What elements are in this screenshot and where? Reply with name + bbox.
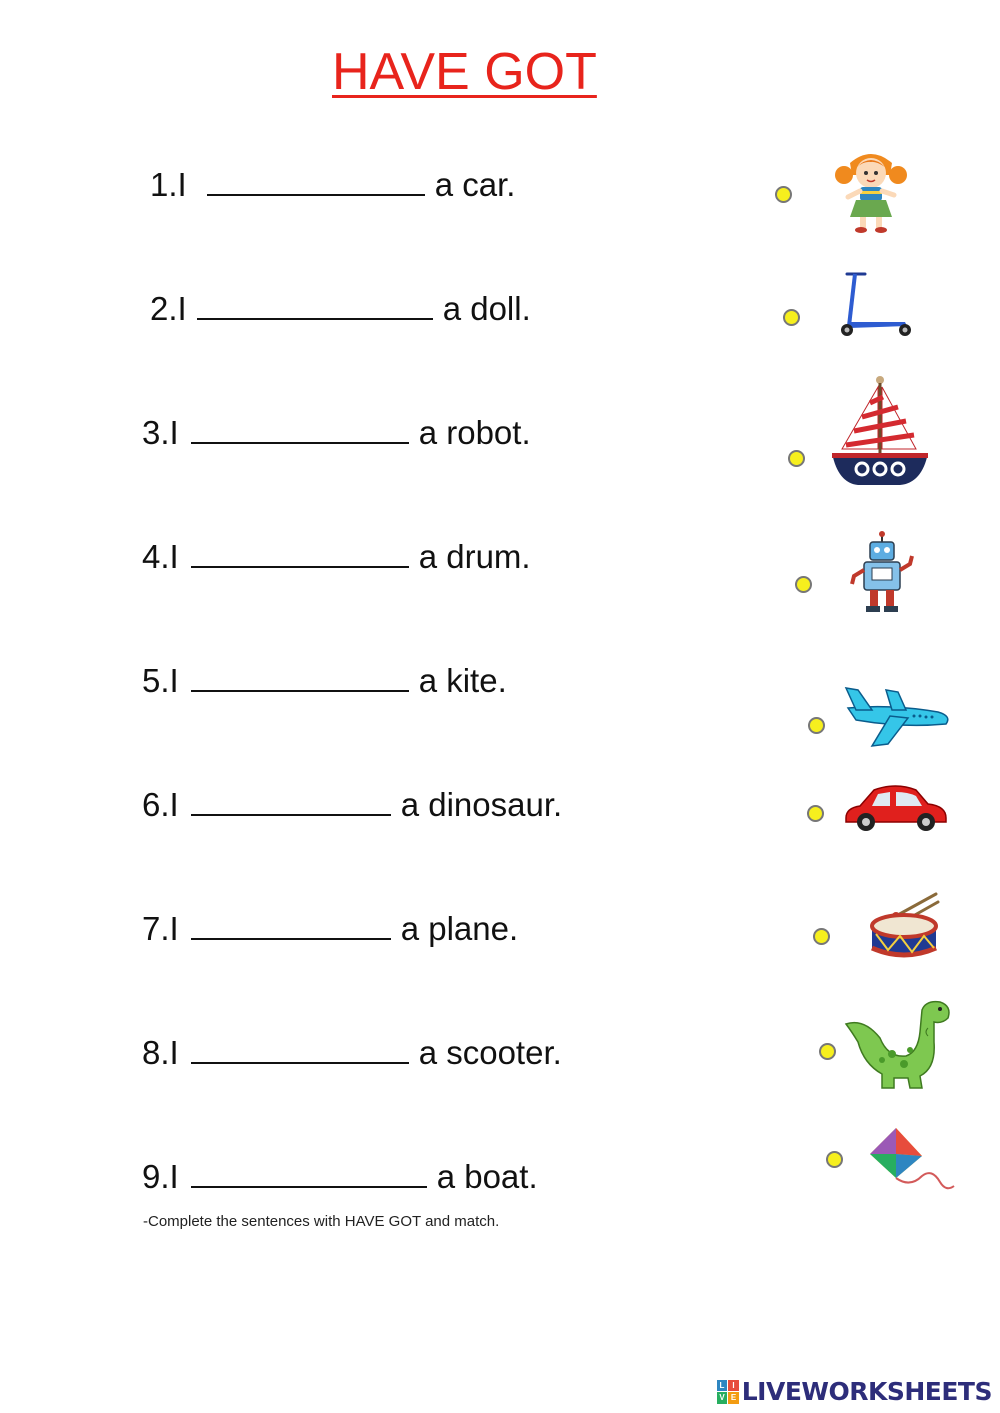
match-dot[interactable] xyxy=(826,1151,843,1168)
match-dot[interactable] xyxy=(795,576,812,593)
answer-blank-1[interactable] xyxy=(207,162,425,196)
plane-icon xyxy=(842,678,954,750)
match-dot[interactable] xyxy=(783,309,800,326)
match-dot[interactable] xyxy=(808,717,825,734)
sentence-number: 5.I xyxy=(142,662,179,699)
sentence-number: 1.I xyxy=(150,166,187,203)
sentence-number: 2.I xyxy=(150,290,187,327)
match-dot[interactable] xyxy=(813,928,830,945)
kite-icon xyxy=(866,1126,958,1202)
sentence-ending: a boat. xyxy=(436,1158,538,1195)
answer-blank-7[interactable] xyxy=(191,906,391,940)
sentence-ending: a dinosaur. xyxy=(400,786,563,823)
answer-blank-9[interactable] xyxy=(191,1154,427,1188)
drum-icon xyxy=(866,890,942,962)
match-dot[interactable] xyxy=(775,186,792,203)
sentence-ending: a doll. xyxy=(442,290,531,327)
sentence-ending: a kite. xyxy=(418,662,507,699)
sentence-ending: a scooter. xyxy=(418,1034,562,1071)
car-icon xyxy=(842,782,950,834)
answer-blank-6[interactable] xyxy=(191,782,391,816)
sentence-2 xyxy=(150,286,531,329)
liveworksheets-logo xyxy=(717,1377,992,1406)
sentence-4 xyxy=(142,534,531,577)
sentence-ending: a drum. xyxy=(418,538,531,575)
scooter-icon xyxy=(835,270,915,338)
sentence-number: 3.I xyxy=(142,414,179,451)
answer-blank-8[interactable] xyxy=(191,1030,409,1064)
robot-icon xyxy=(846,530,918,618)
answer-blank-5[interactable] xyxy=(191,658,409,692)
brand-name: LIVEWORKSHEETS xyxy=(741,1377,992,1406)
sentence-5 xyxy=(142,658,507,701)
sentence-number: 8.I xyxy=(142,1034,179,1071)
match-dot[interactable] xyxy=(819,1043,836,1060)
sentence-7 xyxy=(142,906,518,949)
sentence-1 xyxy=(150,162,515,205)
answer-blank-2[interactable] xyxy=(197,286,433,320)
sentence-3 xyxy=(142,410,531,453)
instruction-text: -Complete the sentences with HAVE GOT and match. xyxy=(143,1213,500,1230)
answer-blank-3[interactable] xyxy=(191,410,409,444)
sentence-ending: a car. xyxy=(434,166,516,203)
sentence-number: 6.I xyxy=(142,786,179,823)
sentence-6 xyxy=(142,782,562,825)
sentence-ending: a plane. xyxy=(400,910,519,947)
sentence-number: 4.I xyxy=(142,538,179,575)
sentence-9 xyxy=(142,1154,538,1197)
doll-icon xyxy=(830,145,912,235)
sentence-number: 9.I xyxy=(142,1158,179,1195)
worksheet-title: HAVE GOT xyxy=(332,43,597,101)
answer-blank-4[interactable] xyxy=(191,534,409,568)
dinosaur-icon xyxy=(844,998,954,1090)
boat-icon xyxy=(828,375,932,490)
sentence-8 xyxy=(142,1030,562,1073)
match-dot[interactable] xyxy=(807,805,824,822)
logo-mark: L I V E xyxy=(717,1380,739,1404)
match-dot[interactable] xyxy=(788,450,805,467)
sentence-number: 7.I xyxy=(142,910,179,947)
sentence-ending: a robot. xyxy=(418,414,531,451)
